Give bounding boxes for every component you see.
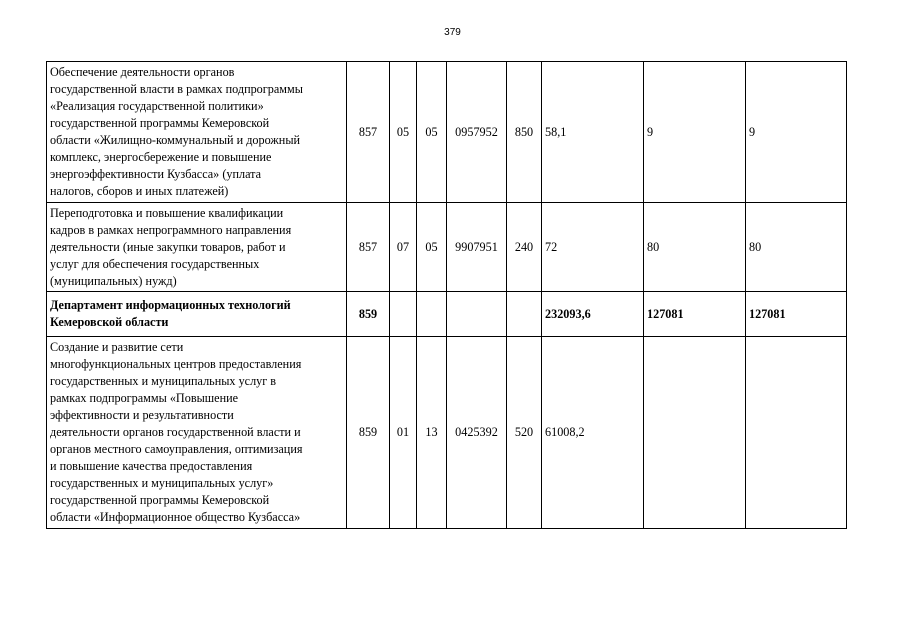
amount-year-1: 61008,2 <box>542 337 644 529</box>
amount-year-3: 127081 <box>746 292 847 337</box>
subsection-code: 05 <box>417 203 447 292</box>
section-code <box>390 292 417 337</box>
amount-year-2: 127081 <box>644 292 746 337</box>
subsection-code <box>417 292 447 337</box>
expense-type-code: 850 <box>507 62 542 203</box>
section-code: 07 <box>390 203 417 292</box>
amount-year-3: 9 <box>746 62 847 203</box>
amount-year-1: 232093,6 <box>542 292 644 337</box>
target-article-code: 9907951 <box>447 203 507 292</box>
row-description: Создание и развитие сети многофункциональных центров предоставления государственных и муниципальных услуг в рамках подпрограммы «Повышение эффективности и результативности деятельности органов государственной власти и органов местного самоуправления, оптимизация и повышение качества предоставления государственных и муниципальных услуг» государственной программы Кемеровской области «Информационное общество Кузбасса» <box>47 337 347 529</box>
row-description: Обеспечение деятельности органов государственной власти в рамках подпрограммы «Реализация государственной политики» государственной программы Кемеровской области «Жилищно-коммунальный и дорожный комплекс, энергосбережение и повышение энергоэффективности Кузбасса» (уплата налогов, сборов и иных платежей) <box>47 62 347 203</box>
amount-year-1: 58,1 <box>542 62 644 203</box>
amount-year-1: 72 <box>542 203 644 292</box>
target-article-code: 0957952 <box>447 62 507 203</box>
subsection-code: 05 <box>417 62 447 203</box>
ministry-code: 857 <box>347 62 390 203</box>
table-row <box>47 337 847 529</box>
target-article-code <box>447 292 507 337</box>
ministry-code: 859 <box>347 292 390 337</box>
table-row <box>47 203 847 292</box>
budget-table <box>46 61 847 529</box>
expense-type-code: 520 <box>507 337 542 529</box>
amount-year-2 <box>644 337 746 529</box>
table-row <box>47 292 847 337</box>
page-number: 379 <box>444 27 461 38</box>
ministry-code: 857 <box>347 203 390 292</box>
amount-year-3: 80 <box>746 203 847 292</box>
section-code: 01 <box>390 337 417 529</box>
table-row <box>47 62 847 203</box>
section-code: 05 <box>390 62 417 203</box>
amount-year-2: 9 <box>644 62 746 203</box>
amount-year-3 <box>746 337 847 529</box>
expense-type-code <box>507 292 542 337</box>
row-description: Переподготовка и повышение квалификации кадров в рамках непрограммного направления деятельности (иные закупки товаров, работ и услуг для обеспечения государственных (муниципальных) нужд) <box>47 203 347 292</box>
subsection-code: 13 <box>417 337 447 529</box>
amount-year-2: 80 <box>644 203 746 292</box>
ministry-code: 859 <box>347 337 390 529</box>
target-article-code: 0425392 <box>447 337 507 529</box>
row-description: Департамент информационных технологий Кемеровской области <box>47 292 347 337</box>
expense-type-code: 240 <box>507 203 542 292</box>
